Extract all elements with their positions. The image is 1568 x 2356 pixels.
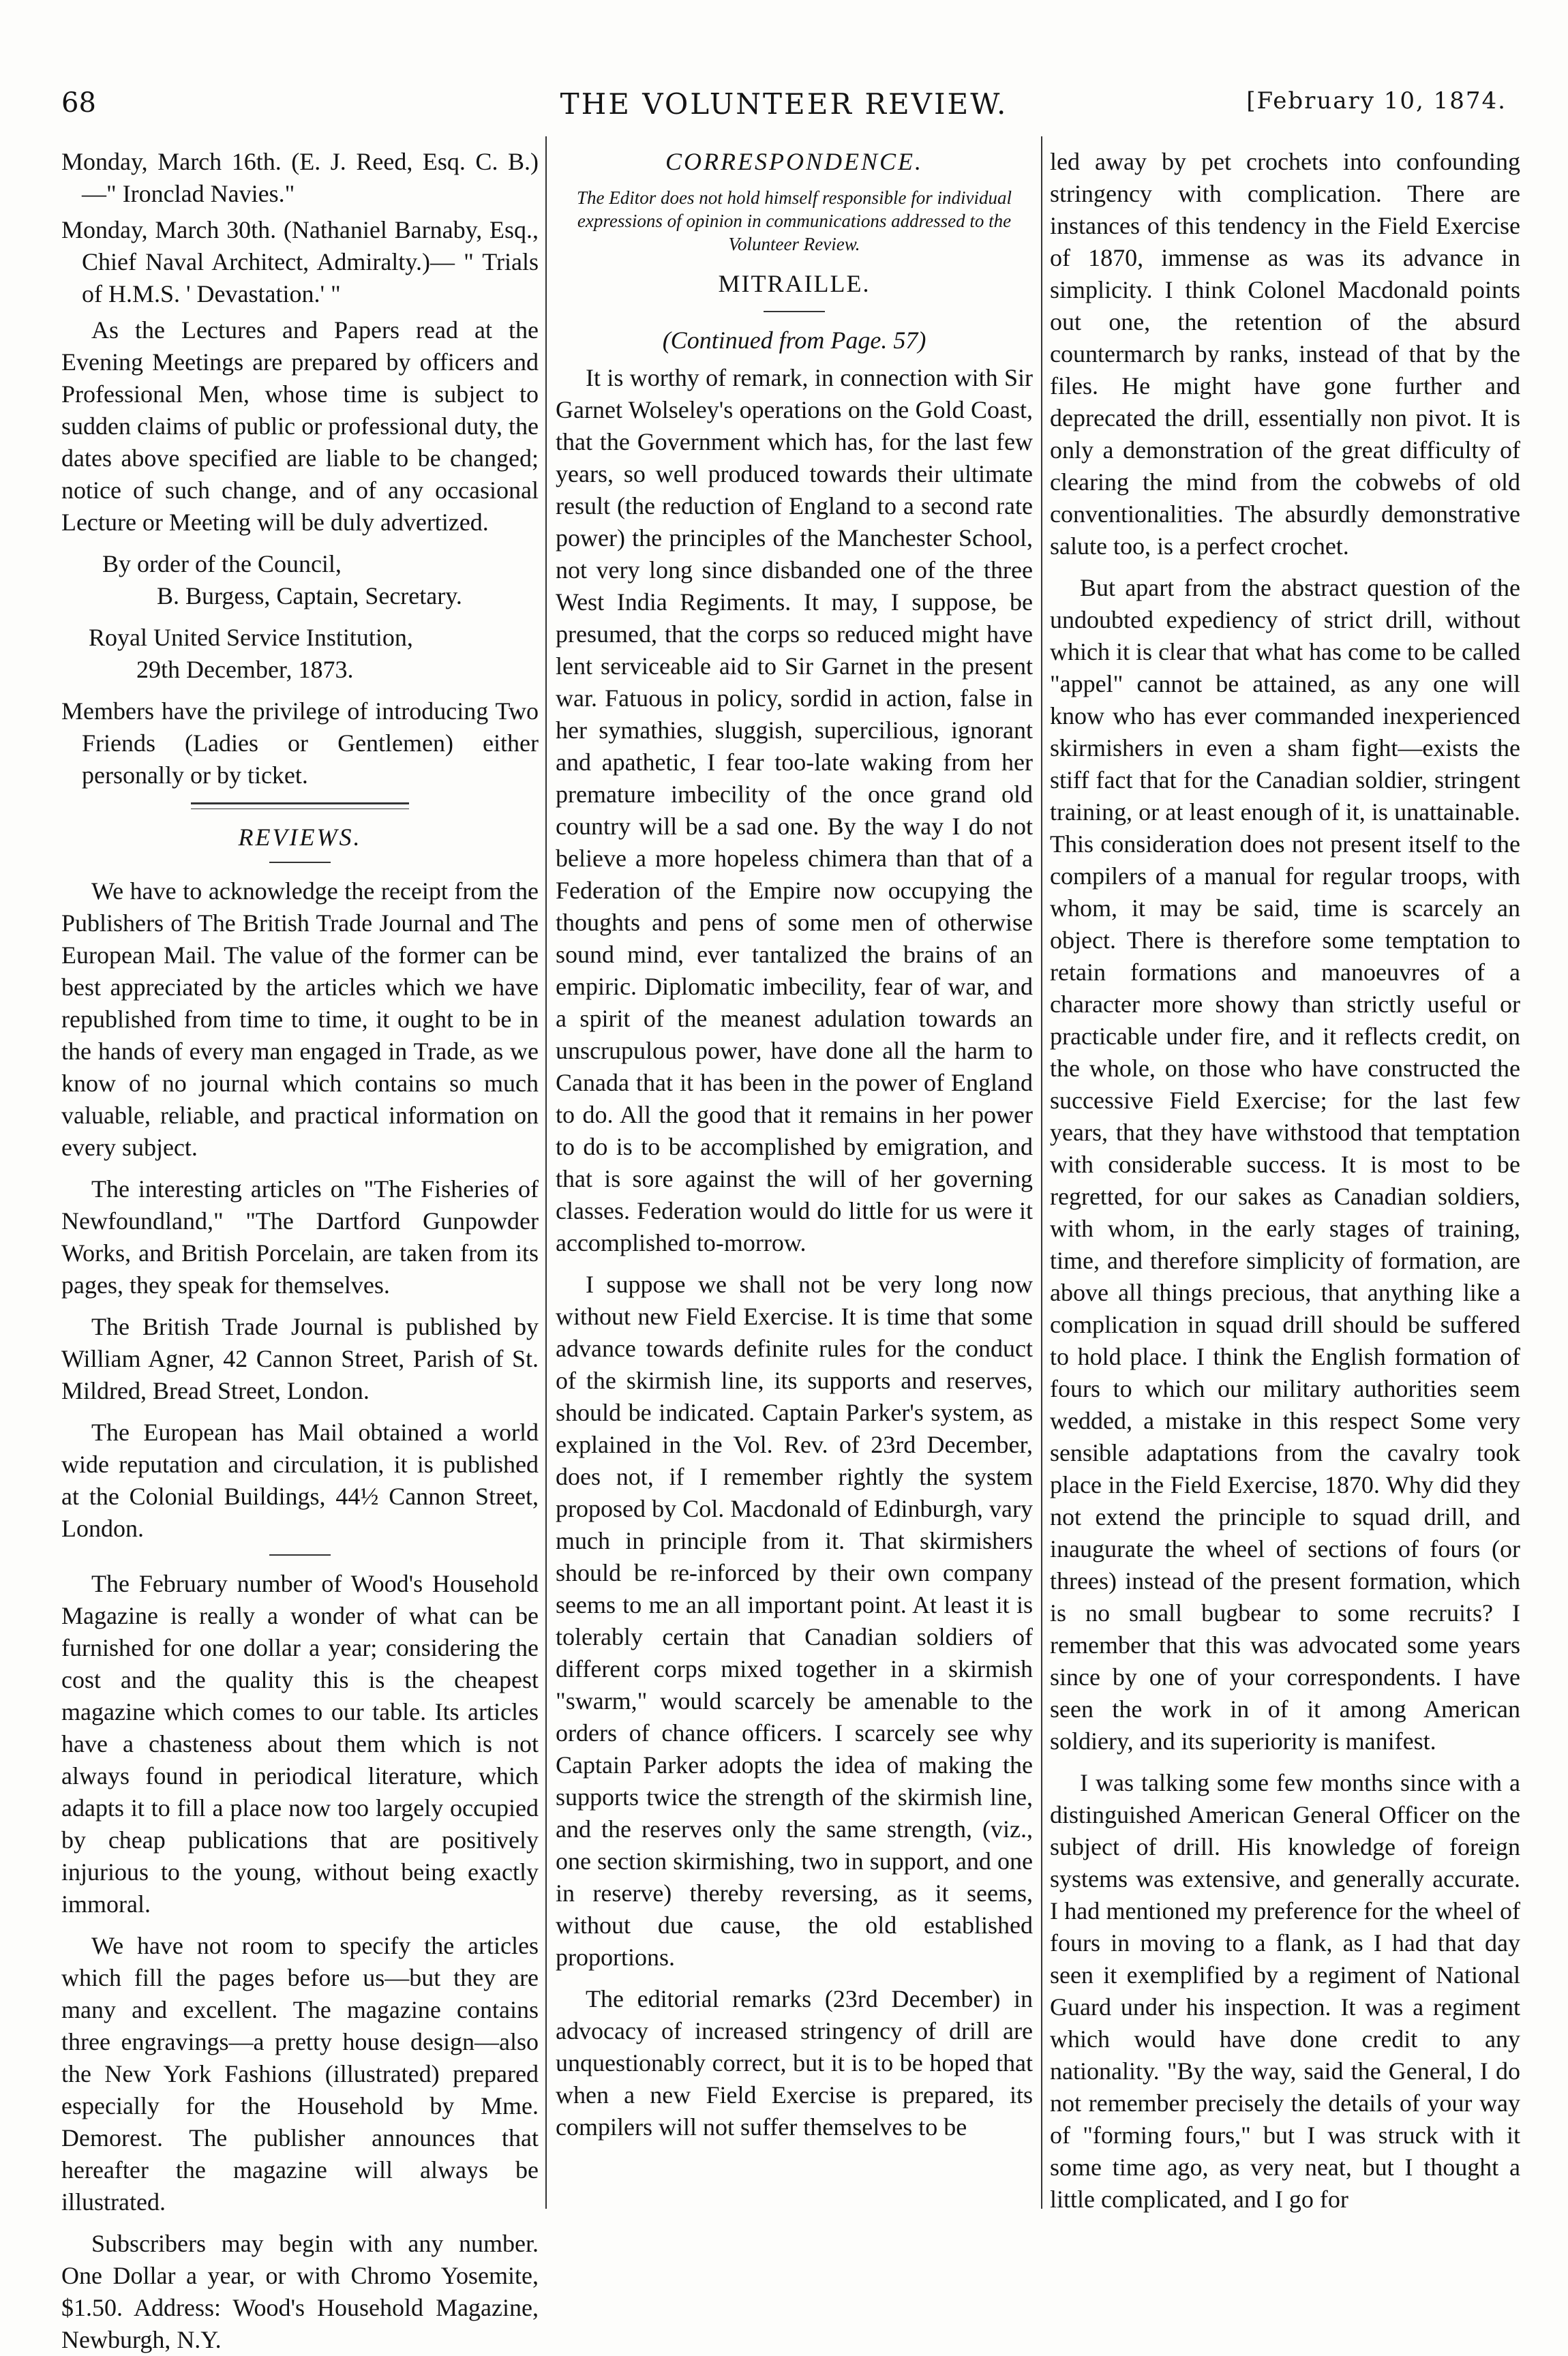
members-note: Members have the privilege of introducing Two Friends (Ladies or Gentlemen) either personally or by ticket. xyxy=(61,697,539,789)
institution-name: Royal United Service Institution, xyxy=(89,624,413,651)
review-paragraph: The interesting articles on "The Fisheries of Newfoundland," "The Dartford Gunpowder Works, and British Porcelain, are taken from its pages, they speak for themselves. xyxy=(61,1175,539,1299)
page-header xyxy=(61,87,1507,125)
short-rule xyxy=(269,1554,331,1556)
woods-paragraph: Subscribers may begin with any number. One Dollar a year, or with Chromo Yosemite, $1.50. Address: Wood's Household Magazine, Newburgh, N.Y. xyxy=(61,2230,539,2353)
short-rule xyxy=(269,862,331,863)
lecture-entry: Monday, March 30th. (Nathaniel Barnaby, Esq., Chief Naval Architect, Admiralty.)— " Trials of H.M.S. ' Devastation.' " xyxy=(61,216,539,307)
issue-date: [February 10, 1874. xyxy=(1246,87,1507,115)
review-paragraph: The European has Mail obtained a world wide reputation and circulation, it is published at the Colonial Buildings, 44½ Cannon Street, London. xyxy=(61,1419,539,1542)
column-divider xyxy=(545,136,547,2209)
article-paragraph: The editorial remarks (23rd December) in advocacy of increased stringency of drill are unquestionably correct, but it is to be hoped that when a new Field Exercise is prepared, its compilers will not suffer themselves to be xyxy=(556,1985,1033,2141)
page-number: 68 xyxy=(61,87,96,119)
order-line: By order of the Council, xyxy=(102,550,342,577)
masthead-title: THE VOLUNTEER REVIEW. xyxy=(560,87,1008,121)
article-paragraph: It is worthy of remark, in connection with Sir Garnet Wolseley's operations on the Gold Coast, that the Government which has, for the last few years, so well produced towards their ultimate result (the reduction of England to a second rate power) the principles of the Manchester School, not very long since disbanded one of the three West India Regiments. It may, I suppose, be presumed, that the corps so reduced might have lent serviceable aid to Sir Garnet in the present war. Fatuous in policy, sordid in action, false in her symathies, sluggish, supercilious, ignorant and apathetic, I fear too-late waking from her premature imbecility of the once grand old country will be a sad one. By the way I do not believe a more hopeless chimera than that of a Federation of the Empire now occupying the thoughts and pens of some men of otherwise sound mind, ever tantalized the brains of an empiric. Diplomatic imbecility, fear of war, and a spirit of the meanest adulation towards an unscrupulous power, have done all the harm to Canada that it has been in the power of England to do. All the good that it remains in her power to do is to be accomplished by emigration, and that is sore against the will of her governing classes. Federation would do little for us were it accomplished to-morrow. xyxy=(556,364,1033,1256)
reviews-heading: REVIEWS. xyxy=(238,824,362,851)
article-paragraph: led away by pet crochets into confounding stringency with complication. There are instances of this tendency in the Field Exercise of 1870, immense as was its advance in simplicity. I think Colonel Macdonald points out one, the retention of the absurd countermarch by ranks, instead of that by the files. He might have gone further and deprecated the drill, essentially non pivot. It is only a demonstration of the great difficulty of clearing the mind from the cobwebs of old conventionalities. The absurdly demonstrative salute too, is a perfect crochet. xyxy=(1050,148,1520,560)
short-rule xyxy=(764,311,825,312)
lecture-notice: As the Lectures and Papers read at the Evening Meetings are prepared by officers and Professional Men, whose time is subject to sudden claims of public or professional duty, the dates above specified are liable to be changed; notice of such change, and of any occasional Lecture or Meeting will be duly advertized. xyxy=(61,316,539,536)
column-3 xyxy=(1050,146,1520,2213)
review-paragraph: We have to acknowledge the receipt from the Publishers of The British Trade Journal and The European Mail. The value of the former can be best appreciated by the articles which we have republished from time to time, it ought to be in the hands of every man engaged in Trade, as we know of no journal which contains so much valuable, reliable, and practical information on every subject. xyxy=(61,877,539,1161)
secretary-signature: B. Burgess, Captain, Secretary. xyxy=(157,582,462,609)
article-paragraph: I suppose we shall not be very long now without new Field Exercise. It is time that some advance towards definite rules for the conduct of the skirmish line, its supports and reserves, should be indicated. Captain Parker's system, as explained in the Vol. Rev. of 23rd December, does not, if I remember rightly the system proposed by Col. Macdonald of Edinburgh, vary much in principle from it. That skirmishers should be re-inforced by their own company seems to me an all important point. At least it is tolerably certain that Canadian soldiers of different corps mixed together in a skirmish "swarm," would scarcely be amenable to the orders of chance officers. I scarcely see why Captain Parker adopts the idea of making the supports twice the strength of the skirmish line, and the reserves only the same strength, (viz., one section skirmishing, two in support, and one in reserve) thereby reversing, as it seems, without due cause, the old established proportions. xyxy=(556,1271,1033,1971)
column-2 xyxy=(556,146,1033,2205)
article-paragraph: I was talking some few months since with a distinguished American General Officer on the subject of drill. His knowledge of foreign systems was extensive, and generally accurate. I had mentioned my preference for the wheel of fours in moving to a flank, as I had that day seen it exemplified by a regiment of National Guard under his inspection. It was a regiment which would have done credit to any nationality. "By the way, said the General, I do not remember precisely the details of your way of "forming fours," but I was struck with it some time ago, as very neat, but I thought a little complicated, and I go for xyxy=(1050,1769,1520,2213)
column-divider xyxy=(1041,136,1042,2209)
institution-date: 29th December, 1873. xyxy=(136,656,354,683)
woods-paragraph: The February number of Wood's Household Magazine is really a wonder of what can be furnished for one dollar a year; considering the cost and the quality this is the cheapest magazine which comes to our table. Its articles have a chasteness about them which is not always found in periodical literature, which adapts it to fill a place now too largely occupied by cheap publications that are positively injurious to the young, without being exactly immoral. xyxy=(61,1570,539,1918)
review-paragraph: The British Trade Journal is published by William Agner, 42 Cannon Street, Parish of St. Mildred, Bread Street, London. xyxy=(61,1313,539,1404)
editor-disclaimer: The Editor does not hold himself responsible for individual expressions of opinion in communications addressed to the Volunteer Review. xyxy=(577,187,1012,254)
correspondence-heading: CORRESPONDENCE. xyxy=(665,148,923,175)
article-paragraph: But apart from the abstract question of the undoubted expediency of strict drill, without which it is clear that what has come to be called "appel" cannot be attained, as any one will know who has ever commanded inexperienced skirmishers in even a sham fight—exists the stiff fact that for the Canadian soldier, stringent training, or at least enough of it, is unattainable. This consideration does not present itself to the compilers of a manual for regular troops, with whom, it may be said, time is scarcely an object. There is therefore some temptation to retain formations and manoeuvres of a character more showy than strictly useful or practicable under fire, and it reflects credit, on the whole, on those who have constructed the successive Field Exercise; for the last few years, that they have withstood that temptation with considerable success. It is most to be regretted, for our sakes as Canadian soldiers, with whom, in the early stages of training, time, and therefore simplicity of formation, are above all things precious, that anything like a complication in squad drill should be suffered to hold place. I think the English formation of fours to which our military authorities seem wedded, a mistake in this respect Some very sensible adaptations from the cavalry took place in the Field Exercise, 1870. Why did they not extend the principle to squad drill, and inaugurate the wheel of sections of fours (or threes) instead of the present formation, which is no small bugbear to some recruits? I remember that this was advocated some years since by one of your correspondents. I have seen the work in of it among American soldiery, and its superiority is manifest. xyxy=(1050,574,1520,1755)
column-1 xyxy=(61,146,539,2353)
woods-paragraph: We have not room to specify the articles which fill the pages before us—but they are many and excellent. The magazine contains three engravings—a pretty house design—also the New York Fashions (illustrated) prepared especially for the Household by Mme. Demorest. The publisher announces that hereafter the magazine will always be illustrated. xyxy=(61,1932,539,2216)
continued-note: (Continued from Page. 57) xyxy=(662,327,926,354)
section-divider xyxy=(191,802,409,809)
article-title: MITRAILLE. xyxy=(718,270,871,297)
lecture-entry: Monday, March 16th. (E. J. Reed, Esq. C. B.)—" Ironclad Navies." xyxy=(61,148,539,207)
